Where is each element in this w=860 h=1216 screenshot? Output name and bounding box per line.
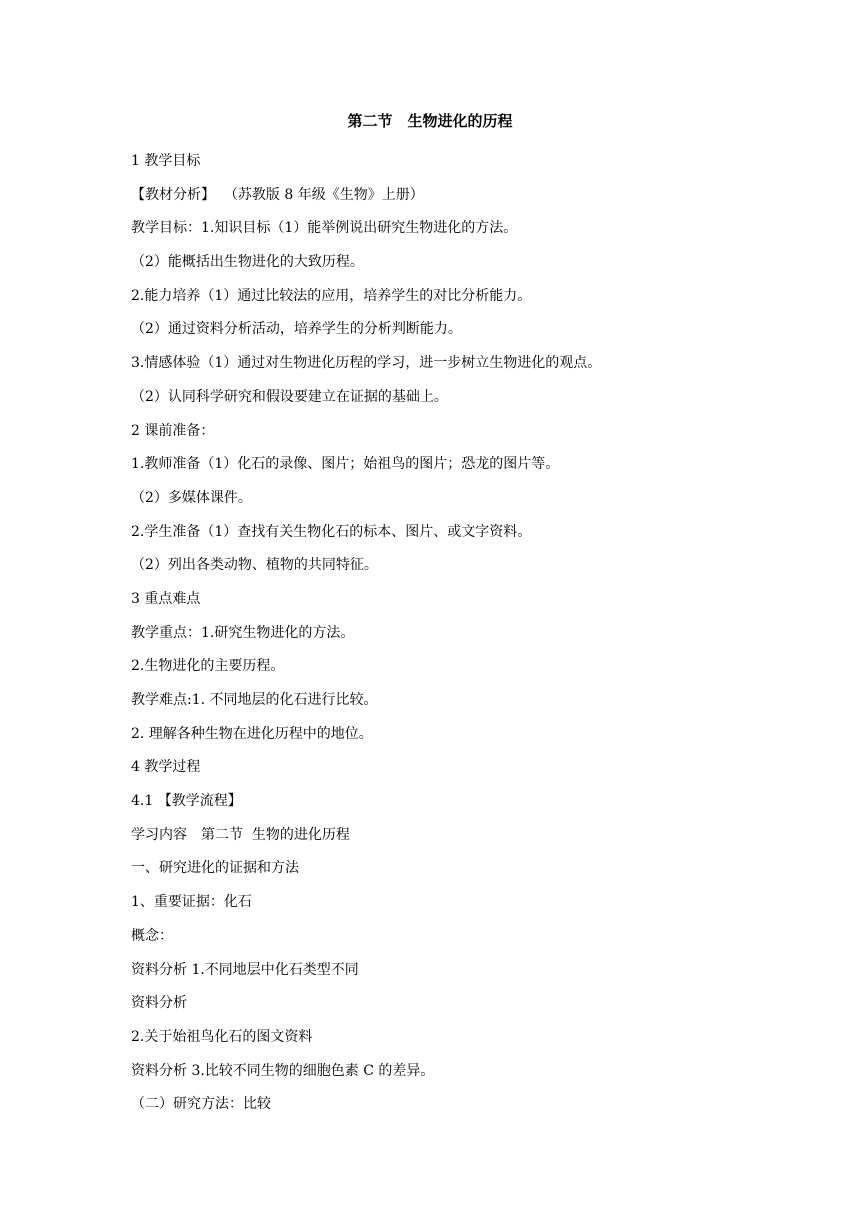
text-line: 概念： [131, 927, 173, 944]
document-title: 第二节 生物进化的历程 [347, 112, 513, 130]
section-heading-teaching-process: 4 教学过程 [131, 759, 201, 776]
text-line: 资料分析 1.不同地层中化石类型不同 [131, 961, 359, 978]
text-line: 一、研究进化的证据和方法 [131, 860, 299, 877]
text-line: 3.情感体验（1）通过对生物进化历程的学习，进一步树立生物进化的观点。 [131, 355, 602, 372]
text-line: 教学难点:1. 不同地层的化石进行比较。 [131, 692, 378, 708]
text-line: 2.能力培养（1）通过比较法的应用，培养学生的对比分析能力。 [131, 287, 532, 304]
text-line: 2.学生准备（1）查找有关生物化石的标本、图片、或文字资料。 [131, 523, 532, 540]
text-line: 学习内容 第二节 生物的进化历程 [131, 826, 350, 843]
text-line: （2）通过资料分析活动，培养学生的分析判断能力。 [131, 321, 462, 338]
text-line: （2）多媒体课件。 [131, 489, 252, 506]
text-line: 2.生物进化的主要历程。 [131, 658, 285, 675]
text-line: （2）列出各类动物、植物的共同特征。 [131, 557, 378, 574]
text-line: （2）认同科学研究和假设要建立在证据的基础上。 [131, 388, 448, 405]
document-body [131, 145, 751, 1122]
section-heading-key-points: 3 重点难点 [131, 590, 201, 607]
text-line: 4.1 【教学流程】 [131, 793, 242, 810]
text-line: 资料分析 [131, 995, 187, 1012]
text-line: 资料分析 3.比较不同生物的细胞色素 C 的差异。 [131, 1062, 435, 1079]
text-line: 2. 理解各种生物在进化历程中的地位。 [131, 725, 373, 742]
text-line: 教学目标：1.知识目标（1）能举例说出研究生物进化的方法。 [131, 220, 518, 237]
section-heading-preparation: 2 课前准备： [131, 422, 215, 439]
text-line: 教学重点：1.研究生物进化的方法。 [131, 624, 355, 641]
text-line: （二）研究方法：比较 [131, 1096, 271, 1113]
text-line: 【教材分析】 （苏教版 8 年级《生物》上册） [131, 186, 424, 203]
text-line: 2.关于始祖鸟化石的图文资料 [131, 1028, 313, 1045]
text-line: 1.教师准备（1）化石的录像、图片；始祖鸟的图片；恐龙的图片等。 [131, 456, 560, 473]
text-line: 1、重要证据：化石 [131, 894, 252, 911]
text-line: （2）能概括出生物进化的大致历程。 [131, 254, 364, 271]
section-heading-teaching-goals: 1 教学目标 [131, 153, 201, 169]
